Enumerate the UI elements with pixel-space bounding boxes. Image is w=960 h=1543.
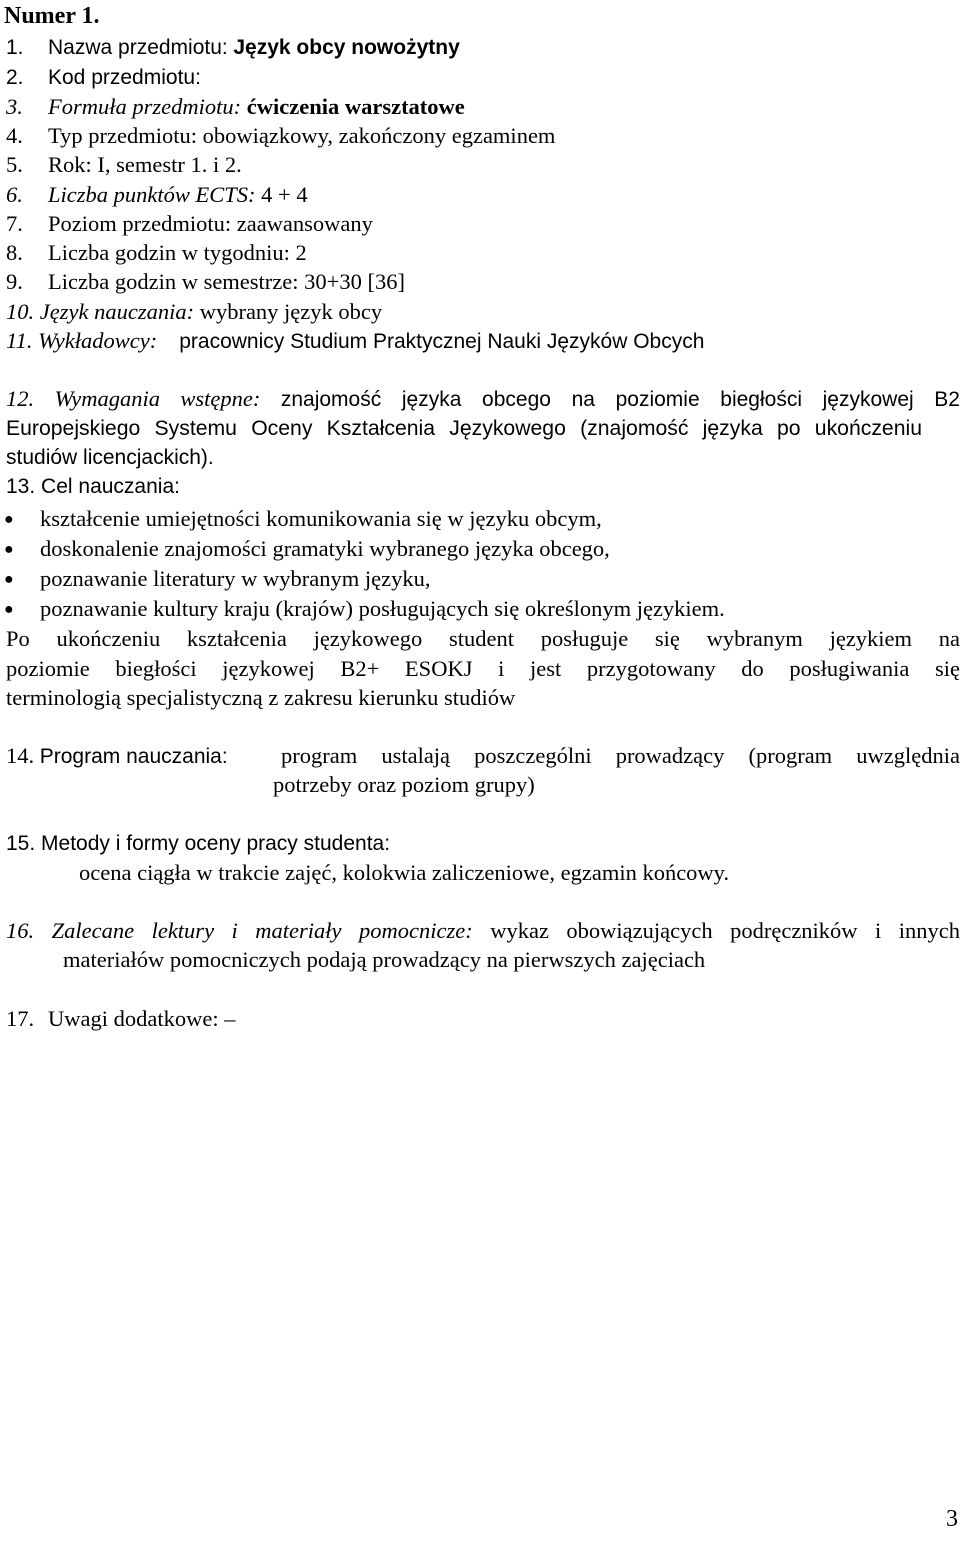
- bullet-item-3: ● poznawanie literatury w wybranym języku,: [4, 564, 431, 595]
- item-12-line-1: 12. Wymagania wstępne: znajomość języka obcego na poziomie biegłości językowej B2: [6, 386, 960, 411]
- item-3: 3. Formuła przedmiotu: ćwiczenia warsztatowe: [6, 94, 465, 119]
- item-4: 4. Typ przedmiotu: obowiązkowy, zakończony egzaminem: [6, 123, 556, 148]
- bullet-icon: ●: [4, 571, 14, 588]
- item-14-label: 14. Program nauczania:: [6, 743, 228, 768]
- item-12-line-2: Europejskiego Systemu Oceny Kształcenia Językowego (znajomość języka po ukończeniu: [6, 417, 922, 440]
- item-7: 7. Poziom przedmiotu: zaawansowany: [6, 211, 373, 236]
- item-1: 1. Nazwa przedmiotu: Język obcy nowożytny: [6, 36, 460, 59]
- item-9: 9. Liczba godzin w semestrze: 30+30 [36]: [6, 269, 405, 294]
- page-number: 3: [946, 1506, 958, 1532]
- item-8: 8. Liczba godzin w tygodniu: 2: [6, 240, 307, 265]
- item-16-line-2: materiałów pomocniczych podają prowadzący na pierwszych zajęciach: [63, 947, 706, 972]
- item-5: 5. Rok: I, semestr 1. i 2.: [6, 152, 242, 177]
- bullet-icon: ●: [4, 541, 14, 558]
- bullet-item-4: ● poznawanie kultury kraju (krajów) posługujących się określonym językiem.: [4, 594, 725, 625]
- item-14-line-1: program ustalają poszczególni prowadzący (program uwzględnia: [281, 743, 960, 768]
- item-13-paragraph-line-3: terminologią specjalistyczną z zakresu kierunku studiów: [6, 685, 516, 710]
- bullet-icon: ●: [4, 511, 14, 528]
- item-6: 6. Liczba punktów ECTS: 4 + 4: [6, 182, 308, 207]
- document-heading: Numer 1.: [4, 3, 100, 29]
- item-2: 2. Kod przedmiotu:: [6, 66, 201, 89]
- bullet-icon: ●: [4, 601, 14, 618]
- item-13: 13. Cel nauczania:: [6, 475, 180, 498]
- item-10: 10. Język nauczania: wybrany język obcy: [6, 299, 383, 324]
- item-12-line-3: studiów licencjackich).: [6, 446, 214, 469]
- bullet-item-1: ● kształcenie umiejętności komunikowania się w języku obcym,: [4, 504, 602, 535]
- bullet-item-2: ● doskonalenie znajomości gramatyki wybranego języka obcego,: [4, 534, 610, 565]
- item-14-line-2: potrzeby oraz poziom grupy): [273, 772, 535, 797]
- item-13-paragraph-line-2: poziomie biegłości językowej B2+ ESOKJ i jest przygotowany do posługiwania się: [6, 656, 960, 681]
- item-17: 17. Uwagi dodatkowe: –: [6, 1006, 236, 1031]
- item-16-line-1: 16. Zalecane lektury i materiały pomocnicze: wykaz obowiązujących podręczników i innych: [6, 918, 960, 943]
- item-11: 11. Wykładowcy: pracownicy Studium Praktycznej Nauki Języków Obcych: [6, 328, 705, 353]
- item-15-value: ocena ciągła w trakcie zajęć, kolokwia zaliczeniowe, egzamin końcowy.: [79, 860, 730, 885]
- item-15-label: 15. Metody i formy oceny pracy studenta:: [6, 832, 391, 855]
- item-13-paragraph-line-1: Po ukończeniu kształcenia językowego student posługuje się wybranym językiem na: [6, 626, 960, 651]
